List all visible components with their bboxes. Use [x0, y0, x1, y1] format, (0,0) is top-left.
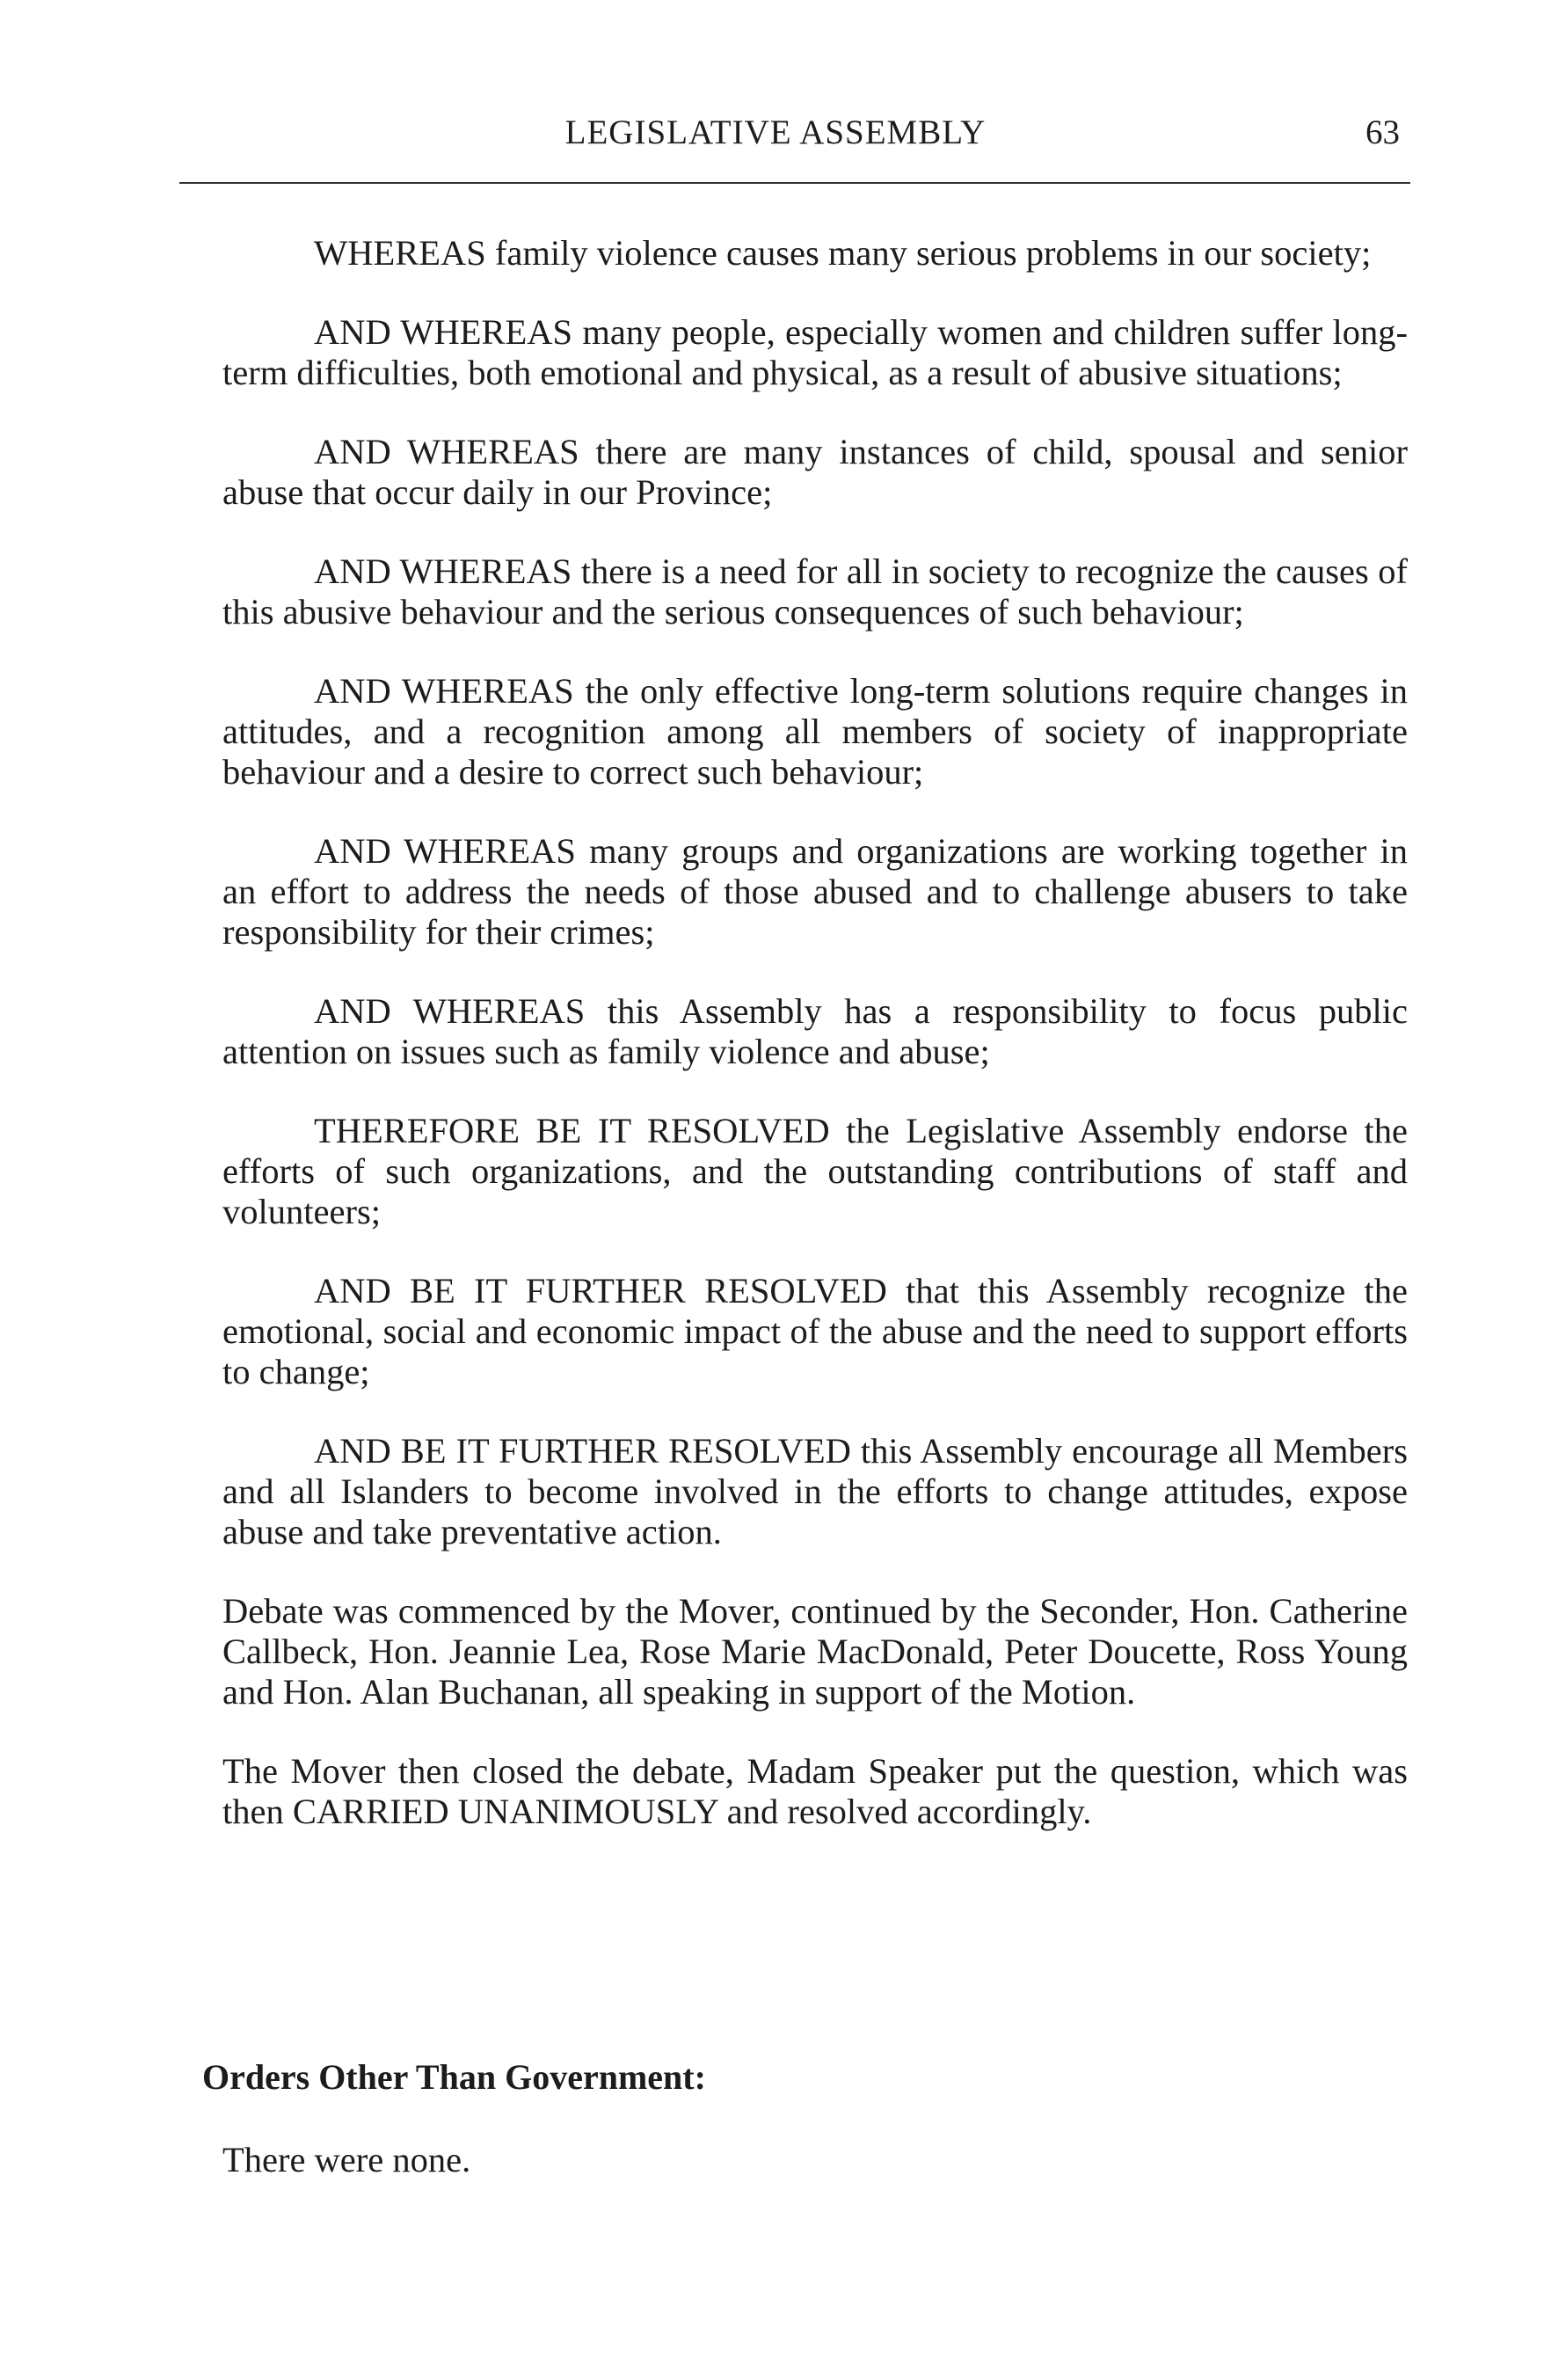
whereas-paragraph: AND WHEREAS this Assembly has a responsibility to focus public attention on issues such as family violence and abuse; — [222, 991, 1408, 1071]
whereas-paragraph: AND WHEREAS there is a need for all in society to recognize the causes of this abusive behaviour and the serious consequences of such behaviour; — [222, 551, 1408, 632]
debate-paragraph: Debate was commenced by the Mover, continued by the Seconder, Hon. Catherine Callbeck, Hon. Jeannie Lea, Rose Marie MacDonald, Peter Doucette, Ross Young and Hon. Alan Buchanan, all speaking in support of the Motion. — [222, 1591, 1408, 1712]
body-text — [222, 233, 1408, 1871]
resolved-paragraph: AND BE IT FURTHER RESOLVED this Assembly encourage all Members and all Islanders to become involved in the efforts to change attitudes, expose abuse and take preventative action. — [222, 1431, 1408, 1551]
whereas-paragraph: AND WHEREAS there are many instances of child, spousal and senior abuse that occur daily in our Province; — [222, 432, 1408, 512]
whereas-paragraph: AND WHEREAS many groups and organizations are working together in an effort to address the needs of those abused and to challenge abusers to take responsibility for their crimes; — [222, 831, 1408, 952]
page-number: 63 — [1365, 113, 1400, 151]
whereas-paragraph: WHEREAS family violence causes many serious problems in our society; — [314, 233, 1372, 273]
closing-paragraph: The Mover then closed the debate, Madam Speaker put the question, which was then CARRIED UNANIMOUSLY and resolved accordingly. — [222, 1751, 1408, 1831]
page-header — [0, 113, 1551, 165]
resolved-paragraph: THEREFORE BE IT RESOLVED the Legislative Assembly endorse the efforts of such organizations, and the outstanding contributions of staff and volunteers; — [222, 1111, 1408, 1231]
section-heading: Orders Other Than Government: — [202, 2057, 706, 2097]
whereas-paragraph: AND WHEREAS the only effective long-term solutions require changes in attitudes, and a recognition among all members of society of inappropriate behaviour and a desire to correct such behaviour; — [222, 671, 1408, 792]
header-rule — [179, 182, 1410, 184]
resolved-paragraph: AND BE IT FURTHER RESOLVED that this Assembly recognize the emotional, social and economic impact of the abuse and the need to support efforts to change; — [222, 1271, 1408, 1391]
section-text: There were none. — [222, 2140, 471, 2179]
whereas-paragraph: AND WHEREAS many people, especially women and children suffer long-term difficulties, both emotional and physical, as a result of abusive situations; — [222, 312, 1408, 392]
running-title: LEGISLATIVE ASSEMBLY — [564, 113, 987, 151]
